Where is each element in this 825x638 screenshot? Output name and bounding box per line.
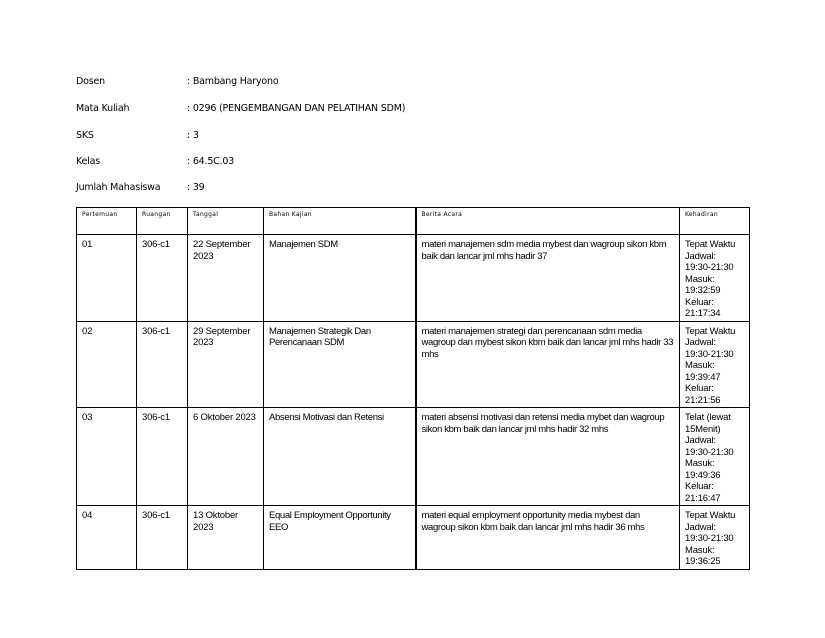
jumlah-mahasiswa-label: Jumlah Mahasiswa	[76, 182, 161, 193]
cell-berita-acara: materi absensi motivasi dan retensi media mybet dan wagroup sikon kbm baik dan lancar jml mhs hadir 32 mhs	[416, 408, 680, 506]
kehadiran-jadwal-value: 19:30-21:30	[685, 533, 734, 544]
kehadiran-jadwal-value: 19:30-21:30	[685, 446, 734, 458]
attendance-table	[76, 207, 750, 570]
cell-pertemuan: 03	[77, 408, 137, 506]
table-row	[77, 408, 750, 506]
kehadiran-keluar-label: Keluar:	[685, 296, 714, 308]
table-row	[77, 321, 750, 408]
cell-bahan-kajian: Manajemen SDM	[264, 235, 416, 322]
kehadiran-jadwal-label: Jadwal:	[685, 337, 716, 348]
kehadiran-masuk-value: 19:39:47	[685, 371, 721, 383]
cell-ruangan: 306-c1	[137, 506, 188, 570]
header-kehadiran: Kehadiran	[680, 208, 750, 235]
dosen-value: : Bambang Haryono	[187, 76, 279, 87]
cell-ruangan: 306-c1	[137, 321, 188, 408]
kehadiran-masuk-value: 19:36:25	[685, 556, 721, 567]
header-ruangan: Ruangan	[137, 208, 188, 235]
cell-berita-acara: materi manajemen sdm media mybest dan wagroup sikon kbm baik dan lancar jml mhs hadir 37	[416, 235, 680, 322]
kehadiran-keluar-label: Keluar:	[685, 383, 714, 394]
cell-bahan-kajian: Manajemen Strategik Dan Perencanaan SDM	[264, 321, 416, 408]
kehadiran-masuk-label: Masuk:	[685, 360, 715, 371]
cell-bahan-kajian: Equal Employment Opportunity EEO	[264, 506, 416, 570]
table-row	[77, 235, 750, 322]
cell-pertemuan: 02	[77, 321, 137, 408]
cell-tanggal: 29 September 2023	[188, 321, 264, 408]
table-row	[77, 506, 750, 570]
cell-berita-acara: materi manajemen strategi dan perencanaan sdm media wagroup dan mybest sikon kbm baik dan lancar jml mhs hadir 33 mhs	[416, 321, 680, 408]
kehadiran-masuk-label: Masuk:	[685, 273, 715, 285]
header-bahan-kajian: Bahan Kajian	[264, 208, 416, 235]
kehadiran-status: Tepat Waktu	[685, 325, 736, 337]
dosen-label: Dosen	[76, 76, 105, 87]
kehadiran-masuk-label: Masuk:	[685, 458, 715, 469]
cell-kehadiran	[680, 408, 750, 506]
kelas-value: : 64.5C.03	[187, 156, 235, 167]
cell-bahan-kajian: Absensi Motivasi dan Retensi	[264, 408, 416, 506]
cell-pertemuan: 01	[77, 235, 137, 322]
jumlah-mahasiswa-value: : 39	[187, 182, 205, 193]
cell-pertemuan: 04	[77, 506, 137, 570]
header-berita-acara: Berita Acara	[416, 208, 680, 235]
cell-tanggal: 22 September 2023	[188, 235, 264, 322]
sks-label: SKS	[76, 130, 94, 141]
kehadiran-masuk-value: 19:32:59	[685, 285, 721, 296]
kehadiran-jadwal-value: 19:30-21:30	[685, 348, 734, 360]
kehadiran-jadwal-value: 19:30-21:30	[685, 262, 734, 273]
kehadiran-status: Tepat Waktu	[685, 239, 736, 250]
cell-tanggal: 6 Oktober 2023	[188, 408, 264, 506]
kehadiran-masuk-value: 19:49:36	[685, 469, 721, 481]
cell-ruangan: 306-c1	[137, 235, 188, 322]
header-pertemuan: Pertemuan	[77, 208, 137, 235]
header-tanggal: Tanggal	[188, 208, 264, 235]
kehadiran-masuk-label: Masuk:	[685, 544, 715, 556]
kehadiran-keluar-value: 21:17:34	[685, 308, 721, 319]
cell-kehadiran	[680, 506, 750, 570]
kelas-label: Kelas	[76, 156, 101, 167]
cell-tanggal: 13 Oktober 2023	[188, 506, 264, 570]
kehadiran-jadwal-label: Jadwal:	[685, 435, 716, 446]
kehadiran-keluar-value: 21:16:47	[685, 492, 721, 504]
cell-kehadiran	[680, 235, 750, 322]
sks-value: : 3	[187, 130, 199, 141]
kehadiran-status: Tepat Waktu	[685, 510, 736, 521]
table-header-row	[77, 208, 750, 235]
kehadiran-jadwal-label: Jadwal:	[685, 250, 716, 262]
kehadiran-jadwal-label: Jadwal:	[685, 521, 716, 533]
kehadiran-keluar-label: Keluar:	[685, 481, 714, 492]
kehadiran-status: Telat (lewat 15Menit)	[685, 412, 731, 435]
cell-ruangan: 306-c1	[137, 408, 188, 506]
kehadiran-keluar-value: 21:21:56	[685, 394, 721, 406]
cell-berita-acara: materi equal employment opportunity media mybest dan wagroup sikon kbm baik dan lancar jml mhs hadir 36 mhs	[416, 506, 680, 570]
mata-kuliah-value: : 0296 (PENGEMBANGAN DAN PELATIHAN SDM)	[187, 103, 406, 114]
mata-kuliah-label: Mata Kuliah	[76, 103, 130, 114]
cell-kehadiran	[680, 321, 750, 408]
